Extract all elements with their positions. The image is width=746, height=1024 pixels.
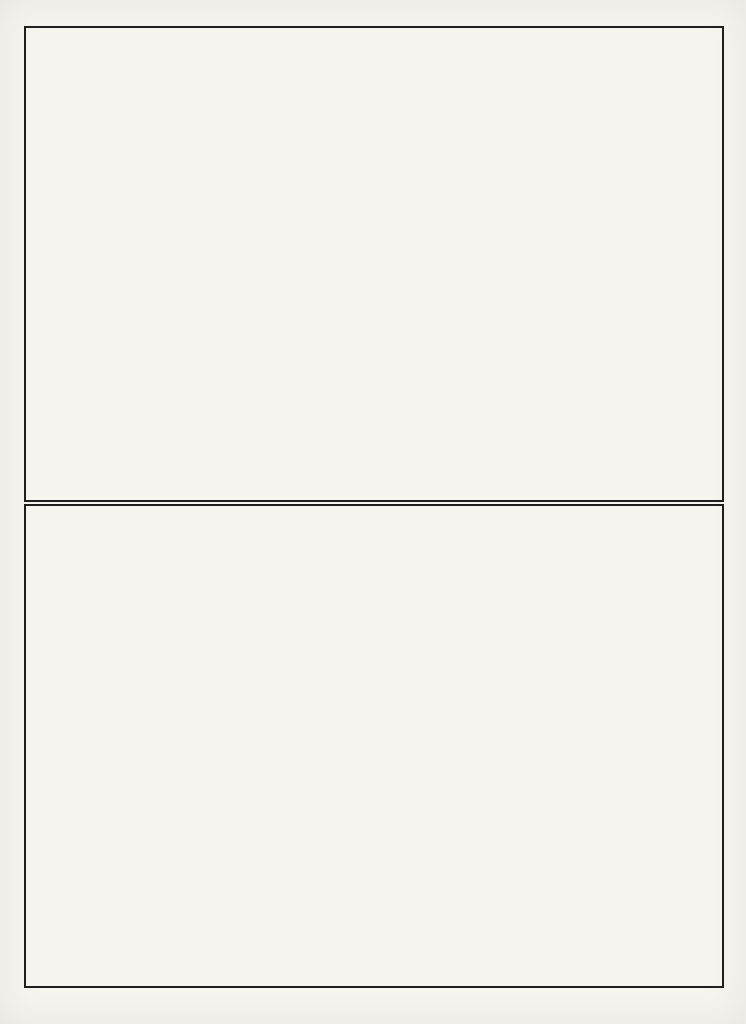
roster-table-top <box>24 26 724 502</box>
roster-table-bottom <box>24 504 724 988</box>
